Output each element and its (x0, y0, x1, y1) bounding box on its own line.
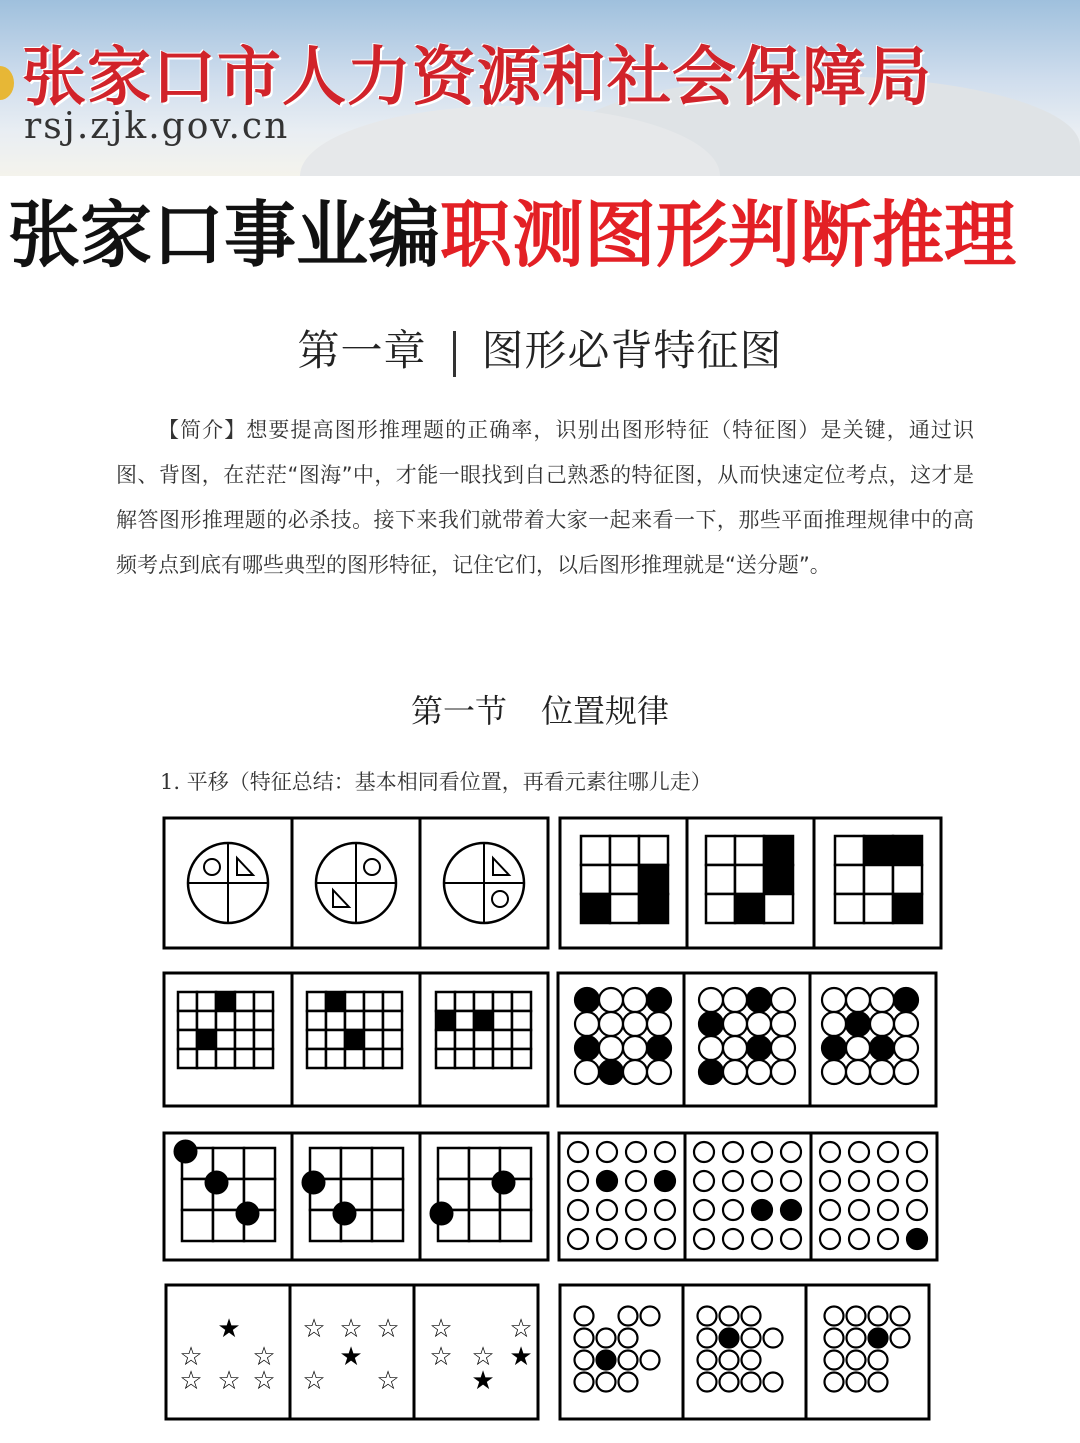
grid-cell (364, 992, 383, 1011)
dot-filled (846, 1012, 870, 1036)
star-outline-icon: ☆ (252, 1366, 276, 1396)
grid-cell-filled (581, 894, 610, 923)
dot-empty (623, 1060, 647, 1084)
grid-cell (512, 1049, 531, 1068)
dot-empty (752, 1229, 772, 1249)
dot-filled (655, 1171, 675, 1191)
dot-empty (626, 1200, 646, 1220)
dot-empty (878, 1171, 898, 1191)
dot-filled (907, 1229, 927, 1249)
dot-empty (694, 1171, 714, 1191)
grid-cell (178, 1011, 197, 1030)
grid-cell (345, 992, 364, 1011)
dot-empty (825, 1351, 844, 1370)
grid-cell (735, 836, 764, 865)
grid-cell (864, 894, 893, 923)
star-outline-icon: ☆ (179, 1342, 203, 1372)
grid-cell-filled (735, 894, 764, 923)
site-title: 张家口市人力资源和社会保障局 (22, 41, 932, 115)
dot-empty (623, 1012, 647, 1036)
grid-cell (178, 1030, 197, 1049)
dot-empty (575, 1351, 594, 1370)
dot-empty (720, 1307, 739, 1326)
grid-cell-filled (326, 992, 345, 1011)
grid-cell (469, 1210, 500, 1241)
grid-cell (893, 865, 922, 894)
dot-empty (878, 1142, 898, 1162)
grid-cell (764, 894, 793, 923)
dot-empty (891, 1329, 910, 1348)
dot-empty (822, 1012, 846, 1036)
grid-cell-filled (216, 992, 235, 1011)
dot-empty (698, 1329, 717, 1348)
dot-empty (849, 1229, 869, 1249)
dot-empty (575, 1060, 599, 1084)
grid-cell (436, 1049, 455, 1068)
grid-cell (493, 1030, 512, 1049)
dot-empty (742, 1307, 761, 1326)
grid-cell (364, 1011, 383, 1030)
grid-cell (244, 1148, 275, 1179)
grid-cell (500, 1210, 531, 1241)
dot-filled (747, 1036, 771, 1060)
dot-empty (771, 988, 795, 1012)
headline-part-red: 职测图形判断推理 (440, 193, 1017, 277)
grid-cell (383, 1011, 402, 1030)
grid-cell (307, 1030, 326, 1049)
intro-paragraph: 【简介】想要提高图形推理题的正确率，识别出图形特征（特征图）是关键，通过识图、背图，在茫茫“图海”中，才能一眼找到自己熟悉的特征图，从而快速定位考点，这才是解答图形推理题的必杀技。接下来我们就带着大家一起来看一下，那些平面推理规律中的高频考点到底有哪些典型的图形特征，记住它们，以后图形推理就是“送分题”。 (116, 418, 974, 577)
grid-cell-filled (639, 894, 668, 923)
star-filled-icon: ★ (509, 1342, 533, 1372)
dot-empty (847, 1351, 866, 1370)
small-circle-icon (204, 859, 220, 875)
grid-cell (307, 992, 326, 1011)
grid-cell (383, 1030, 402, 1049)
star-outline-icon: ☆ (302, 1366, 326, 1396)
star-outline-icon: ☆ (376, 1366, 400, 1396)
dot-empty (878, 1200, 898, 1220)
grid-cell (341, 1148, 372, 1179)
dot-empty (655, 1229, 675, 1249)
section-number: 第一节 (410, 692, 507, 730)
dot-empty (575, 1307, 594, 1326)
dot-empty (626, 1171, 646, 1191)
dot-empty (771, 1012, 795, 1036)
dot-empty (820, 1142, 840, 1162)
grid-cell (639, 836, 668, 865)
dot-empty (694, 1200, 714, 1220)
grid-cell (610, 836, 639, 865)
dot-empty (723, 1200, 743, 1220)
dot-empty (891, 1307, 910, 1326)
dot-empty (781, 1142, 801, 1162)
grid-cell (512, 992, 531, 1011)
dot-filled (597, 1171, 617, 1191)
dot-empty (847, 1373, 866, 1392)
grid-cell (326, 1030, 345, 1049)
grid-cell (307, 1049, 326, 1068)
star-filled-icon: ★ (339, 1342, 363, 1372)
dot-empty (575, 1012, 599, 1036)
dot-empty (599, 1012, 623, 1036)
dot-filled (597, 1351, 616, 1370)
grid-cell (254, 1049, 273, 1068)
grid-cell (474, 1030, 493, 1049)
dot-empty (626, 1229, 646, 1249)
dot-empty (599, 988, 623, 1012)
grid-cell (474, 1049, 493, 1068)
dot-empty (619, 1351, 638, 1370)
grid-cell (493, 1011, 512, 1030)
dot-filled (720, 1329, 739, 1348)
dot-empty (747, 1012, 771, 1036)
grid-cell (372, 1179, 403, 1210)
dot-empty (870, 1012, 894, 1036)
dot-empty (723, 1060, 747, 1084)
grid-cell (372, 1210, 403, 1241)
dot-empty (694, 1142, 714, 1162)
grid-cell-filled (864, 836, 893, 865)
dot-filled (575, 1036, 599, 1060)
dot-empty (723, 988, 747, 1012)
grid-cell (254, 1011, 273, 1030)
star-outline-icon: ☆ (429, 1314, 453, 1344)
dot-empty (647, 1012, 671, 1036)
dot-filled (334, 1203, 356, 1225)
dot-empty (822, 1060, 846, 1084)
section-title: 位置规律 (541, 692, 670, 730)
dot-empty (846, 988, 870, 1012)
dot-empty (641, 1307, 660, 1326)
grid-cell-filled (893, 894, 922, 923)
small-circle-icon (364, 859, 380, 875)
dot-empty (878, 1229, 898, 1249)
dot-empty (699, 988, 723, 1012)
grid-cell (364, 1030, 383, 1049)
dot-empty (825, 1329, 844, 1348)
dot-empty (619, 1307, 638, 1326)
grid-cell (581, 865, 610, 894)
star-filled-icon: ★ (217, 1314, 241, 1344)
dot-empty (655, 1142, 675, 1162)
grid-cell (455, 1030, 474, 1049)
dot-empty (764, 1373, 783, 1392)
dot-empty (698, 1351, 717, 1370)
dot-empty (742, 1329, 761, 1348)
dot-empty (568, 1200, 588, 1220)
grid-cell (493, 1049, 512, 1068)
grid-cell (438, 1148, 469, 1179)
dot-empty (723, 1036, 747, 1060)
grid-cell-filled (197, 1030, 216, 1049)
grid-cell (182, 1210, 213, 1241)
dot-filled (237, 1203, 259, 1225)
grid-cell (178, 1049, 197, 1068)
dot-empty (723, 1171, 743, 1191)
grid-cell (383, 1049, 402, 1068)
dot-empty (623, 988, 647, 1012)
grid-cell (345, 1011, 364, 1030)
dot-empty (849, 1171, 869, 1191)
grid-cell (364, 1049, 383, 1068)
dot-empty (820, 1171, 840, 1191)
dot-empty (599, 1036, 623, 1060)
grid-cell (455, 1011, 474, 1030)
grid-cell (216, 1049, 235, 1068)
dot-empty (907, 1171, 927, 1191)
dot-empty (907, 1200, 927, 1220)
grid-cell (493, 992, 512, 1011)
grid-cell (610, 894, 639, 923)
dot-empty (597, 1373, 616, 1392)
grid-cell (512, 1030, 531, 1049)
grid-cell (254, 1030, 273, 1049)
dot-empty (846, 1060, 870, 1084)
dot-empty (747, 1060, 771, 1084)
grid-cell (455, 1049, 474, 1068)
site-url[interactable]: rsj.zjk.gov.cn (24, 106, 290, 147)
dot-empty (568, 1171, 588, 1191)
item-label: 1. 平移（特征总结：基本相同看位置，再看元素往哪儿走） (160, 770, 712, 794)
dot-empty (820, 1200, 840, 1220)
dot-filled (870, 1036, 894, 1060)
dot-empty (698, 1373, 717, 1392)
dot-empty (597, 1329, 616, 1348)
dot-empty (771, 1060, 795, 1084)
dot-empty (694, 1229, 714, 1249)
grid-cell-filled (639, 865, 668, 894)
dot-empty (870, 988, 894, 1012)
dot-empty (869, 1373, 888, 1392)
dot-empty (742, 1351, 761, 1370)
dot-filled (575, 988, 599, 1012)
grid-cell (216, 1011, 235, 1030)
dot-filled (822, 1036, 846, 1060)
dot-empty (781, 1171, 801, 1191)
dot-filled (431, 1203, 453, 1225)
dot-empty (723, 1229, 743, 1249)
dot-empty (894, 1036, 918, 1060)
grid-cell (326, 1011, 345, 1030)
dot-empty (723, 1142, 743, 1162)
chapter-title: 图形必背特征图 (481, 326, 783, 375)
dot-empty (822, 988, 846, 1012)
grid-cell (706, 836, 735, 865)
dot-empty (597, 1200, 617, 1220)
dot-empty (825, 1307, 844, 1326)
dot-empty (771, 1036, 795, 1060)
dot-empty (847, 1307, 866, 1326)
grid-cell (235, 1030, 254, 1049)
star-outline-icon: ☆ (376, 1314, 400, 1344)
dot-empty (720, 1373, 739, 1392)
grid-cell (610, 865, 639, 894)
grid-cell (835, 894, 864, 923)
dot-empty (597, 1229, 617, 1249)
grid-cell (455, 992, 474, 1011)
dot-filled (175, 1141, 197, 1163)
dot-filled (869, 1329, 888, 1348)
dot-empty (752, 1171, 772, 1191)
dot-filled (599, 1060, 623, 1084)
grid-cell (835, 865, 864, 894)
dot-empty (847, 1329, 866, 1348)
star-outline-icon: ☆ (471, 1342, 495, 1372)
grid-cell (178, 992, 197, 1011)
dot-empty (820, 1229, 840, 1249)
dot-empty (849, 1142, 869, 1162)
grid-cell (436, 1030, 455, 1049)
grid-cell-filled (764, 836, 793, 865)
grid-cell (735, 865, 764, 894)
grid-cell (436, 992, 455, 1011)
dot-filled (894, 988, 918, 1012)
dot-filled (747, 988, 771, 1012)
dot-empty (870, 1060, 894, 1084)
dot-empty (752, 1142, 772, 1162)
dot-filled (493, 1172, 515, 1194)
grid-cell (235, 1049, 254, 1068)
grid-cell (474, 992, 493, 1011)
star-outline-icon: ☆ (302, 1314, 326, 1344)
dot-empty (626, 1142, 646, 1162)
grid-cell (326, 1049, 345, 1068)
dot-empty (568, 1142, 588, 1162)
grid-cell (512, 1011, 531, 1030)
dot-empty (575, 1373, 594, 1392)
grid-cell (307, 1011, 326, 1030)
grid-cell-filled (436, 1011, 455, 1030)
dot-filled (303, 1172, 325, 1194)
star-outline-icon: ☆ (429, 1342, 453, 1372)
star-outline-icon: ☆ (217, 1366, 241, 1396)
grid-cell (254, 992, 273, 1011)
grid-cell (835, 836, 864, 865)
dot-empty (742, 1373, 761, 1392)
small-circle-icon (492, 891, 508, 907)
grid-cell (216, 1030, 235, 1049)
grid-cell (345, 1049, 364, 1068)
chapter-number: 第一章 (297, 326, 427, 375)
grid-cell (864, 865, 893, 894)
grid-cell (706, 865, 735, 894)
dot-empty (655, 1200, 675, 1220)
star-filled-icon: ★ (471, 1366, 495, 1396)
grid-cell (197, 992, 216, 1011)
grid-cell (197, 1011, 216, 1030)
dot-empty (846, 1036, 870, 1060)
dot-filled (647, 988, 671, 1012)
grid-cell (372, 1148, 403, 1179)
dot-empty (575, 1329, 594, 1348)
dot-empty (720, 1351, 739, 1370)
dot-empty (849, 1200, 869, 1220)
headline-part-black: 张家口事业编 (8, 193, 441, 277)
dot-empty (619, 1329, 638, 1348)
dot-empty (764, 1329, 783, 1348)
dot-filled (699, 1012, 723, 1036)
dot-empty (568, 1229, 588, 1249)
dot-empty (619, 1373, 638, 1392)
grid-cell-filled (764, 865, 793, 894)
dot-empty (623, 1036, 647, 1060)
dot-filled (647, 1036, 671, 1060)
dot-empty (894, 1060, 918, 1084)
star-outline-icon: ☆ (179, 1366, 203, 1396)
grid-cell (383, 992, 402, 1011)
grid-cell-filled (345, 1030, 364, 1049)
dot-empty (723, 1012, 747, 1036)
dot-empty (825, 1373, 844, 1392)
grid-cell (706, 894, 735, 923)
grid-cell (235, 992, 254, 1011)
grid-cell-filled (474, 1011, 493, 1030)
dot-filled (781, 1200, 801, 1220)
dot-filled (752, 1200, 772, 1220)
dot-empty (869, 1307, 888, 1326)
dot-empty (907, 1142, 927, 1162)
dot-empty (647, 1060, 671, 1084)
dot-empty (597, 1142, 617, 1162)
star-outline-icon: ☆ (339, 1314, 363, 1344)
dot-empty (894, 1012, 918, 1036)
star-outline-icon: ☆ (509, 1314, 533, 1344)
dot-empty (698, 1307, 717, 1326)
dot-filled (206, 1172, 228, 1194)
dot-empty (781, 1229, 801, 1249)
grid-cell (235, 1011, 254, 1030)
grid-cell (197, 1049, 216, 1068)
star-outline-icon: ☆ (252, 1342, 276, 1372)
dot-empty (699, 1036, 723, 1060)
grid-cell-filled (893, 836, 922, 865)
dot-filled (699, 1060, 723, 1084)
dot-empty (641, 1351, 660, 1370)
grid-cell (581, 836, 610, 865)
dot-empty (869, 1351, 888, 1370)
